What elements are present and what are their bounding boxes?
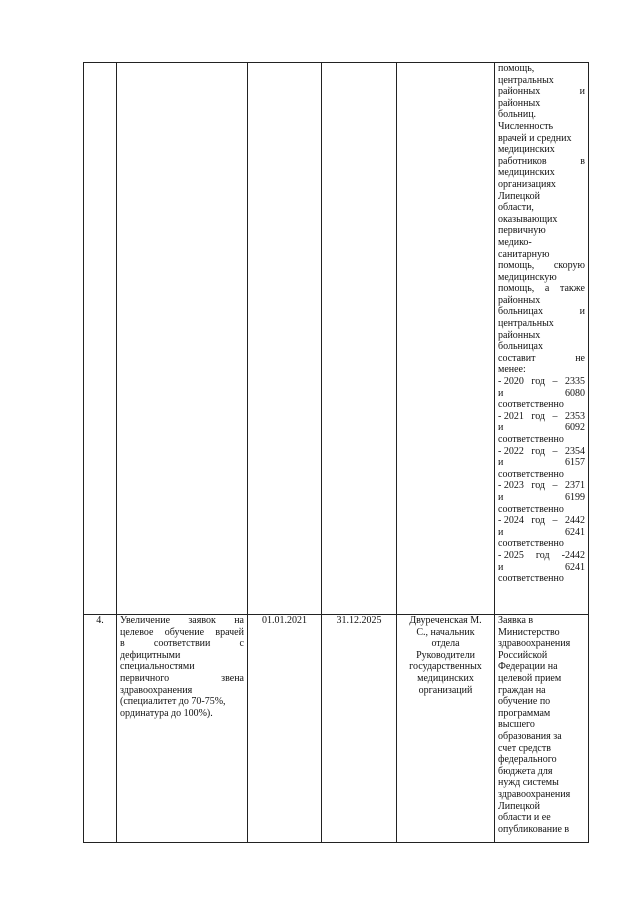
text-word: здравоохранения bbox=[498, 788, 571, 800]
text-word: (специалитет до 70-75%, bbox=[120, 696, 226, 708]
text-word: работников bbox=[498, 155, 547, 167]
text-line bbox=[498, 295, 585, 307]
text-line bbox=[498, 766, 585, 778]
cell-end-date-continued bbox=[322, 63, 397, 615]
text-word: заявок bbox=[188, 615, 216, 626]
text-line bbox=[498, 411, 585, 423]
text-word: центральных bbox=[498, 318, 554, 330]
text-line bbox=[498, 504, 585, 516]
text-line bbox=[498, 719, 585, 731]
text-word: с bbox=[239, 638, 244, 650]
text-line bbox=[498, 214, 585, 226]
cell-responsible bbox=[397, 615, 495, 843]
text-line bbox=[498, 480, 585, 492]
text-word: первичного bbox=[120, 672, 170, 684]
text-line bbox=[498, 121, 585, 133]
text-line bbox=[498, 434, 585, 446]
text-line bbox=[498, 109, 585, 121]
text-word: в bbox=[120, 638, 125, 650]
text-word: больницах bbox=[498, 341, 543, 353]
text-word: в bbox=[580, 155, 585, 167]
text-word: - 2025 bbox=[498, 549, 524, 561]
text-line: государственных bbox=[409, 661, 482, 673]
text-word: области, bbox=[498, 202, 534, 214]
text-word: обучение по bbox=[498, 696, 551, 708]
text-word: год bbox=[531, 376, 545, 388]
text-word: - 2020 bbox=[498, 376, 524, 388]
text-word: – bbox=[552, 480, 558, 492]
text-word: первичную bbox=[498, 225, 546, 237]
text-line bbox=[498, 353, 585, 365]
text-word: - 2024 bbox=[498, 515, 524, 527]
text-word: - 2022 bbox=[498, 445, 524, 457]
text-word: бюджета для bbox=[498, 765, 553, 777]
table-row-4 bbox=[84, 615, 589, 843]
text-line bbox=[498, 318, 585, 330]
text-word: 6092 bbox=[565, 422, 585, 434]
text-word: 2371 bbox=[565, 480, 585, 492]
text-word: соответственно bbox=[498, 503, 564, 515]
text-word: соответствии bbox=[153, 638, 211, 650]
text-word: центральных bbox=[498, 74, 554, 86]
cell-end-date bbox=[322, 615, 397, 843]
result-text bbox=[498, 615, 585, 835]
text-word: организациях bbox=[498, 178, 556, 190]
text-line bbox=[498, 801, 585, 813]
text-line bbox=[498, 330, 585, 342]
text-word: не bbox=[575, 352, 585, 364]
text-word: год bbox=[531, 445, 545, 457]
text-word: дефицитными bbox=[120, 649, 181, 661]
text-line bbox=[498, 191, 585, 203]
text-line bbox=[498, 75, 585, 87]
text-word: граждан на bbox=[498, 684, 546, 696]
text-line bbox=[498, 550, 585, 562]
text-line: медицинских bbox=[417, 672, 474, 684]
text-line: организаций bbox=[418, 684, 473, 696]
text-line bbox=[498, 156, 585, 168]
text-word: целевое bbox=[120, 626, 154, 638]
text-line bbox=[120, 696, 244, 708]
text-line bbox=[498, 341, 585, 353]
text-word: больниц. bbox=[498, 109, 537, 121]
text-word: оказывающих bbox=[498, 213, 558, 225]
text-word: – bbox=[552, 445, 558, 457]
cell-description bbox=[117, 615, 248, 843]
text-line bbox=[498, 638, 585, 650]
text-word: области и ее bbox=[498, 812, 551, 824]
text-line bbox=[120, 661, 244, 673]
text-line bbox=[498, 492, 585, 504]
text-word: год bbox=[531, 410, 545, 422]
text-word: и bbox=[498, 491, 504, 503]
text-word: на bbox=[234, 615, 244, 626]
text-line bbox=[498, 260, 585, 272]
text-line bbox=[498, 376, 585, 388]
text-word: 6241 bbox=[565, 561, 585, 573]
text-line bbox=[498, 202, 585, 214]
text-line bbox=[120, 638, 244, 650]
text-word: врачей и средних bbox=[498, 132, 572, 144]
text-line: отдела bbox=[431, 638, 460, 650]
cell-result-continued bbox=[495, 63, 589, 615]
cell-result bbox=[495, 615, 589, 843]
text-line bbox=[498, 731, 585, 743]
text-line bbox=[498, 306, 585, 318]
text-line bbox=[498, 661, 585, 673]
start-date: 01.01.2021 bbox=[262, 615, 307, 626]
text-word: помощь, bbox=[498, 63, 535, 74]
text-word: и bbox=[498, 561, 504, 573]
text-word: высшего bbox=[498, 719, 535, 731]
text-word: Федерации на bbox=[498, 661, 558, 673]
text-word: соответственно bbox=[498, 573, 564, 585]
text-line bbox=[498, 86, 585, 98]
text-word: 6157 bbox=[565, 457, 585, 469]
text-line bbox=[498, 824, 585, 836]
text-word: Российской bbox=[498, 649, 548, 661]
text-line bbox=[498, 237, 585, 249]
text-word: 2442 bbox=[565, 515, 585, 527]
text-line bbox=[498, 63, 585, 75]
text-line bbox=[498, 812, 585, 824]
text-line bbox=[498, 469, 585, 481]
text-word: Липецкой bbox=[498, 800, 540, 812]
text-word: год bbox=[535, 549, 550, 561]
text-line bbox=[498, 650, 585, 662]
text-word: и bbox=[498, 526, 504, 538]
description-text bbox=[120, 615, 244, 719]
text-line bbox=[498, 777, 585, 789]
text-word: Министерство bbox=[498, 626, 560, 638]
text-word: и bbox=[498, 422, 504, 434]
text-line bbox=[498, 179, 585, 191]
text-word: Увеличение bbox=[120, 615, 171, 626]
text-line bbox=[120, 615, 244, 627]
text-word: соответственно bbox=[498, 399, 564, 411]
text-word: программам bbox=[498, 707, 551, 719]
text-line bbox=[498, 225, 585, 237]
text-word: 6080 bbox=[565, 387, 585, 399]
text-line bbox=[120, 627, 244, 639]
text-word: составит bbox=[498, 352, 536, 364]
text-line bbox=[498, 573, 585, 585]
text-word: менее: bbox=[498, 364, 526, 376]
cell-start-date bbox=[248, 615, 322, 843]
text-line: Двуреченская М. bbox=[409, 615, 482, 626]
text-word: федерального bbox=[498, 754, 557, 766]
text-line bbox=[498, 743, 585, 755]
text-line bbox=[498, 615, 585, 627]
text-line bbox=[498, 562, 585, 574]
end-date: 31.12.2025 bbox=[336, 615, 382, 626]
text-word: соответственно bbox=[498, 434, 564, 445]
text-word: 2354 bbox=[565, 445, 585, 457]
text-word: также bbox=[559, 283, 585, 295]
text-word: – bbox=[552, 515, 558, 527]
text-line bbox=[120, 650, 244, 662]
text-word: -2442 bbox=[561, 549, 585, 561]
text-word: счет средств bbox=[498, 742, 551, 754]
text-line bbox=[498, 272, 585, 284]
text-word: районных bbox=[498, 329, 541, 341]
text-word: врачей bbox=[215, 626, 244, 638]
text-word: и bbox=[579, 86, 585, 98]
text-word: скорую bbox=[553, 260, 585, 272]
text-word: – bbox=[552, 410, 558, 422]
text-word: ординатура до 100%). bbox=[120, 707, 213, 719]
text-word: санитарную bbox=[498, 248, 550, 260]
text-word: больницах bbox=[498, 306, 543, 318]
text-word: районных bbox=[498, 86, 541, 98]
text-word: и bbox=[579, 306, 585, 318]
text-line: Руководители bbox=[416, 649, 475, 661]
text-line bbox=[120, 708, 244, 720]
text-word: Заявка в bbox=[498, 615, 534, 626]
text-line bbox=[498, 249, 585, 261]
cell-responsible-continued bbox=[397, 63, 495, 615]
text-word: обучение bbox=[164, 626, 205, 638]
text-line bbox=[498, 685, 585, 697]
text-line bbox=[498, 708, 585, 720]
text-word: и bbox=[498, 457, 504, 469]
text-word: здравоохранения bbox=[498, 638, 571, 650]
text-word: звена bbox=[221, 672, 244, 684]
text-line bbox=[498, 283, 585, 295]
cell-number-continued bbox=[84, 63, 117, 615]
text-word: районных bbox=[498, 97, 541, 109]
text-word: медицинскую bbox=[498, 271, 557, 283]
text-word: соответственно bbox=[498, 468, 564, 480]
row-number: 4. bbox=[96, 615, 104, 626]
plan-table bbox=[83, 62, 589, 843]
text-word: год bbox=[531, 515, 545, 527]
text-line bbox=[498, 446, 585, 458]
text-word: и bbox=[498, 387, 504, 399]
result-text-continued bbox=[498, 63, 585, 585]
text-line bbox=[498, 364, 585, 376]
text-line bbox=[498, 673, 585, 685]
responsible-text bbox=[400, 615, 491, 696]
text-line bbox=[498, 399, 585, 411]
text-line bbox=[498, 696, 585, 708]
text-word: районных bbox=[498, 294, 541, 306]
text-word: год bbox=[531, 480, 545, 492]
text-word: опубликование в bbox=[498, 823, 570, 835]
text-line bbox=[120, 685, 244, 697]
text-line bbox=[498, 144, 585, 156]
text-word: медицинских bbox=[498, 167, 555, 179]
text-line bbox=[498, 627, 585, 639]
text-line bbox=[498, 515, 585, 527]
text-line bbox=[498, 754, 585, 766]
text-word: целевой прием bbox=[498, 672, 562, 684]
text-line bbox=[498, 538, 585, 550]
text-word: Липецкой bbox=[498, 190, 540, 202]
text-line bbox=[120, 673, 244, 685]
table-row-continued bbox=[84, 63, 589, 615]
text-word: - 2023 bbox=[498, 480, 524, 492]
text-word: Численность bbox=[498, 120, 554, 132]
text-word: 2335 bbox=[565, 376, 585, 388]
text-word: нужд системы bbox=[498, 777, 559, 789]
cell-description-continued bbox=[117, 63, 248, 615]
text-word: медицинских bbox=[498, 144, 555, 156]
text-word: 6199 bbox=[565, 491, 585, 503]
text-word: соответственно bbox=[498, 538, 564, 550]
cell-start-date-continued bbox=[248, 63, 322, 615]
text-word: образования за bbox=[498, 730, 562, 742]
text-line: С., начальник bbox=[416, 626, 475, 638]
text-word: специальностями bbox=[120, 661, 195, 673]
text-line bbox=[498, 98, 585, 110]
text-word: – bbox=[552, 376, 558, 388]
text-word: медико- bbox=[498, 236, 532, 248]
text-line bbox=[498, 388, 585, 400]
cell-number bbox=[84, 615, 117, 843]
text-word: 6241 bbox=[565, 526, 585, 538]
text-line bbox=[498, 422, 585, 434]
text-line bbox=[498, 457, 585, 469]
text-word: здравоохранения bbox=[120, 684, 193, 696]
text-word: - 2021 bbox=[498, 410, 524, 422]
text-word: 2353 bbox=[565, 410, 585, 422]
text-line bbox=[498, 167, 585, 179]
text-word: а bbox=[544, 283, 550, 295]
text-line bbox=[498, 789, 585, 801]
text-line bbox=[498, 527, 585, 539]
text-line bbox=[498, 133, 585, 145]
text-word: помощь, bbox=[498, 260, 535, 272]
text-word: помощь, bbox=[498, 283, 535, 295]
